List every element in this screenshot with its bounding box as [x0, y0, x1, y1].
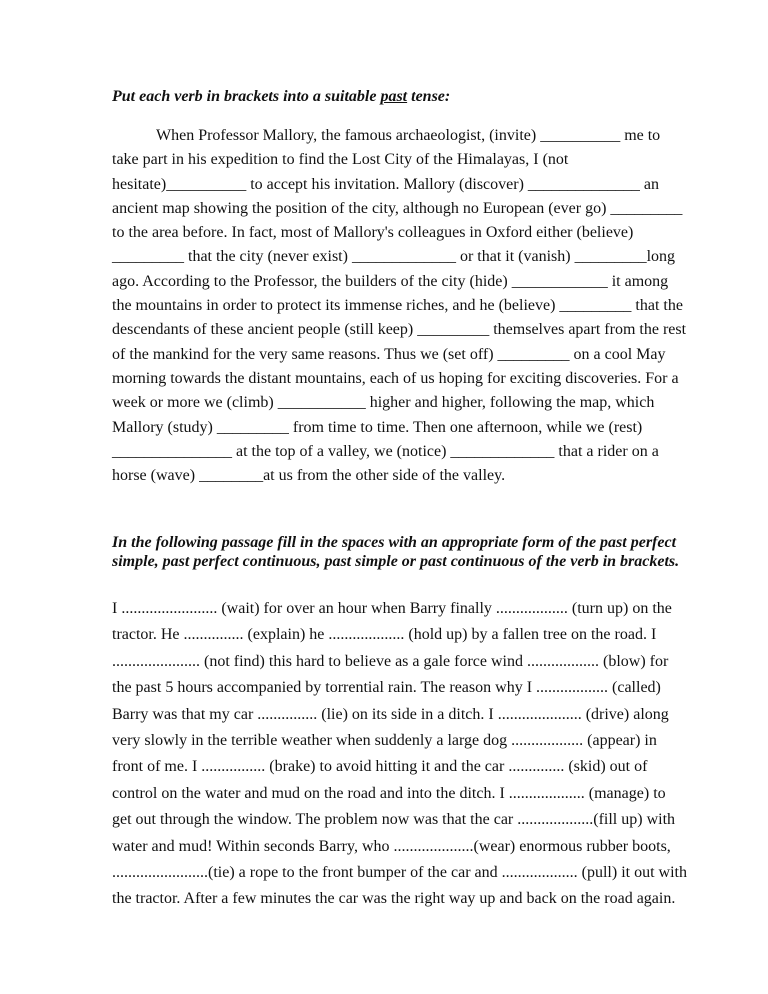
passage-line: water and mud! Within seconds Barry, who ....................(wear) enormous rubber boots, [112, 837, 671, 855]
passage-line: to the area before. In fact, most of Mallory's colleagues in Oxford either (believe) [112, 224, 634, 242]
instruction-text: tense: [407, 88, 451, 105]
exercise1-instruction [112, 87, 450, 106]
passage-line: the past 5 hours accompanied by torrential rain. The reason why I .................. (called) [112, 679, 661, 697]
passage-line: take part in his expedition to find the Lost City of the Himalayas, I (not [112, 151, 569, 169]
exercise1-passage [112, 124, 686, 488]
passage-line: week or more we (climb) ___________ higher and higher, following the map, which [112, 394, 655, 412]
passage-line: When Professor Mallory, the famous archaeologist, (invite) __________ me to [156, 127, 661, 144]
passage-line: the mountains in order to protect its immense riches, and he (believe) _________ that the [112, 297, 683, 315]
passage-line: front of me. I ................ (brake) to avoid hitting it and the car .............. (skid) out of [112, 758, 648, 776]
passage-line: of the mankind for the very same reasons. Thus we (set off) _________ on a cool May [112, 345, 666, 363]
exercise2-passage [112, 596, 687, 913]
instruction-emphasis: past [380, 88, 408, 105]
passage-line: morning towards the distant mountains, each of us hoping for exciting discoveries. For a [112, 369, 679, 387]
instruction-text: Put each verb in brackets into a suitable [112, 88, 381, 105]
passage-line: tractor. He ............... (explain) he ................... (hold up) by a fallen tree on the road. I [112, 626, 657, 644]
passage-line: _________ that the city (never exist) _____________ or that it (vanish) _________long [112, 248, 676, 266]
passage-line: descendants of these ancient people (still keep) _________ themselves apart from the rest [112, 321, 687, 339]
passage-line: control on the water and mud on the road and into the ditch. I ................... (manage) to [112, 784, 666, 802]
exercise2-instruction [112, 533, 679, 571]
passage-line: hesitate)__________ to accept his invitation. Mallory (discover) ______________ an [112, 175, 659, 193]
passage-line: very slowly in the terrible weather when suddenly a large dog .................. (appear) in [112, 731, 657, 749]
passage-line: ........................(tie) a rope to the front bumper of the car and ................... (pull) it out with [112, 863, 687, 881]
passage-line: Barry was that my car ............... (lie) on its side in a ditch. I ..................... (drive) along [112, 705, 669, 723]
passage-line: get out through the window. The problem now was that the car ...................(fill up) with [112, 811, 676, 829]
passage-line: ago. According to the Professor, the builders of the city (hide) ____________ it among [112, 272, 669, 290]
passage-line: the tractor. After a few minutes the car was the right way up and back on the road again. [112, 890, 676, 908]
passage-line: Mallory (study) _________ from time to time. Then one afternoon, while we (rest) [112, 418, 643, 436]
passage-line: horse (wave) ________at us from the other side of the valley. [112, 467, 506, 485]
passage-line: ...................... (not find) this hard to believe as a gale force wind .................. (blow) for [112, 652, 669, 670]
passage-line: I ........................ (wait) for over an hour when Barry finally .................. (turn up) on the [112, 600, 672, 617]
passage-line: _______________ at the top of a valley, we (notice) _____________ that a rider on a [112, 442, 659, 460]
instruction-line: In the following passage fill in the spaces with an appropriate form of the past perfect [112, 534, 677, 551]
instruction-line: simple, past perfect continuous, past simple or past continuous of the verb in brackets. [112, 553, 680, 570]
passage-line: ancient map showing the position of the city, although no European (ever go) _________ [112, 199, 683, 217]
